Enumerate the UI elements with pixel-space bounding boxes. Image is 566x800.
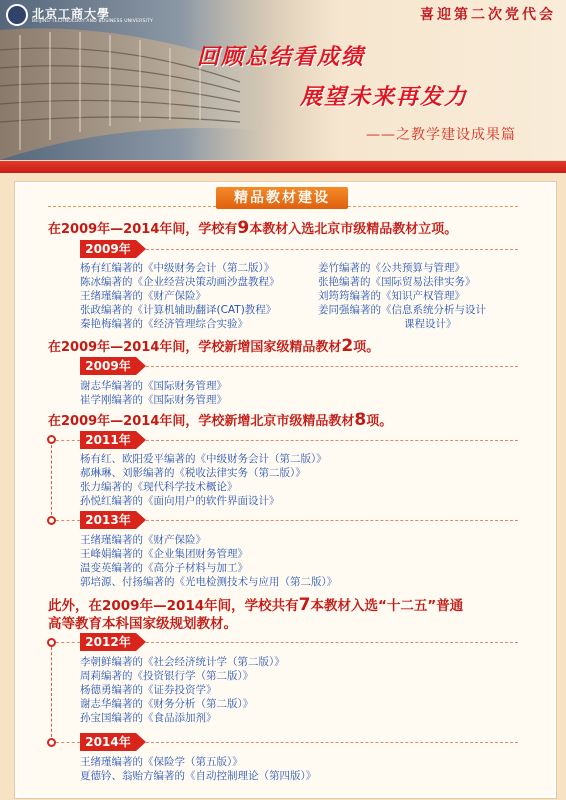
university-logo <box>6 4 156 28</box>
list-item: 张力编著的《现代科学技术概论》 <box>80 481 238 493</box>
block4-intro-line1 <box>48 596 463 616</box>
block3-intro-number: 8 <box>354 410 367 430</box>
block2-intro-post: 项。 <box>353 340 380 355</box>
timeline-dot <box>47 516 56 525</box>
block1-intro-pre: 在2009年—2014年间，学校有 <box>48 222 238 237</box>
block4-intro-number: 7 <box>298 595 311 615</box>
timeline-line <box>51 642 52 742</box>
list-item: 刘筠筠编著的《知识产权管理》 <box>318 290 465 302</box>
block2-intro-pre: 在2009年—2014年间，学校新增国家级精品教材 <box>48 340 342 355</box>
year-tab-2012: 2012年 <box>80 633 136 651</box>
block1-intro <box>48 218 457 238</box>
red-divider-bar <box>0 161 566 173</box>
timeline-dot <box>47 435 56 444</box>
block4-intro-pre: 此外，在2009年—2014年间，学校共有 <box>48 598 299 614</box>
list-item: 姜竹编著的《公共预算与管理》 <box>318 262 465 274</box>
list-item: 杨有红编著的《中级财务会计（第二版）》 <box>80 262 275 274</box>
title-dash-right <box>348 206 518 207</box>
year-dashline <box>146 366 518 367</box>
list-item: 张政编著的《计算机辅助翻译(CAT)教程》 <box>80 304 277 316</box>
list-item: 温变英编著的《高分子材料与加工》 <box>80 562 248 574</box>
year-dashline <box>146 520 518 521</box>
timeline-dot <box>47 638 56 647</box>
slogan-line-2: 展望未来再发力 <box>300 85 469 110</box>
list-item: 王绪瑾编著的《财产保险》 <box>80 290 206 302</box>
list-item: 谢志华编著的《国际财务管理》 <box>80 380 227 392</box>
block2-intro-number: 2 <box>341 336 354 356</box>
year-dashline <box>146 642 518 643</box>
subtitle: ——之教学建设成果篇 <box>366 127 516 143</box>
list-item: 秦艳梅编著的《经济管理综合实验》 <box>80 318 248 330</box>
year-tab-2011: 2011年 <box>80 431 136 449</box>
logo-name: 北京工商大學 <box>32 7 111 21</box>
block3-intro-pre: 在2009年—2014年间，学校新增北京市级精品教材 <box>48 414 355 429</box>
year-tab-2013: 2013年 <box>80 511 136 529</box>
year-tab-block2: 2009年 <box>80 357 136 375</box>
timeline-dot <box>47 738 56 747</box>
list-item: 王峰娟编著的《企业集团财务管理》 <box>80 548 248 560</box>
list-item: 孙宝国编著的《食品添加剂》 <box>80 712 217 724</box>
list-item: 李朝鲜编著的《社会经济统计学（第二版）》 <box>80 656 285 668</box>
timeline-connector <box>56 520 80 521</box>
list-item: 谢志华编著的《财务分析（第二版）》 <box>80 698 254 710</box>
year-dashline <box>146 742 518 743</box>
timeline-line <box>51 440 52 520</box>
list-item: 郝琳琳、刘影编著的《税收法律实务（第二版）》 <box>80 467 306 479</box>
congress-title: 喜迎第二次党代会 <box>420 7 556 23</box>
title-dash-left <box>48 206 216 207</box>
page-header <box>0 0 566 160</box>
seal-icon <box>6 4 28 26</box>
block4-intro-line2: 高等教育本科国家级规划教材。 <box>48 616 237 632</box>
list-item: 张艳编著的《国际贸易法律实务》 <box>318 276 476 288</box>
list-item: 王绪瑾编著的《保险学（第五版）》 <box>80 756 243 768</box>
logo-english-name: BEIJING TECHNOLOGY AND BUSINESS UNIVERSITY <box>32 19 153 24</box>
list-item: 课程设计》 <box>404 318 457 330</box>
list-item: 姜同强编著的《信息系统分析与设计 <box>318 304 486 316</box>
block2-intro <box>48 336 379 356</box>
timeline-connector <box>56 742 80 743</box>
year-dashline <box>146 440 518 441</box>
section-title: 精品教材建设 <box>216 187 348 209</box>
block3-intro <box>48 410 392 430</box>
list-item: 杨德勇编著的《证券投资学》 <box>80 684 217 696</box>
slogan-line-1: 回顾总结看成绩 <box>197 45 366 70</box>
list-item: 杨有红、欧阳爱平编著的《中级财务会计（第二版）》 <box>80 453 327 465</box>
year-tab-2014: 2014年 <box>80 733 136 751</box>
list-item: 郭培源、付扬编著的《光电检测技术与应用（第二版）》 <box>80 576 338 588</box>
timeline-connector <box>56 642 80 643</box>
list-item: 周莉编著的《投资银行学（第二版）》 <box>80 670 254 682</box>
block1-intro-number: 9 <box>237 218 250 238</box>
list-item: 孙悦红编著的《面向用户的软件界面设计》 <box>80 495 280 507</box>
block1-intro-post: 本教材入选北京市级精品教材立项。 <box>249 222 458 237</box>
list-item: 夏德钤、翁贻方编著的《自动控制理论（第四版）》 <box>80 770 317 782</box>
list-item: 王绪瑾编著的《财产保险》 <box>80 534 206 546</box>
year-dashline <box>146 249 518 250</box>
list-item: 陈冰编著的《企业经营决策动画沙盘教程》 <box>80 276 280 288</box>
list-item: 崔学刚编著的《国际财务管理》 <box>80 394 227 406</box>
block3-intro-post: 项。 <box>366 414 393 429</box>
timeline-connector <box>56 440 80 441</box>
block4-intro-post: 本教材入选“十二五”普通 <box>310 598 464 614</box>
year-tab-block1: 2009年 <box>80 240 136 258</box>
